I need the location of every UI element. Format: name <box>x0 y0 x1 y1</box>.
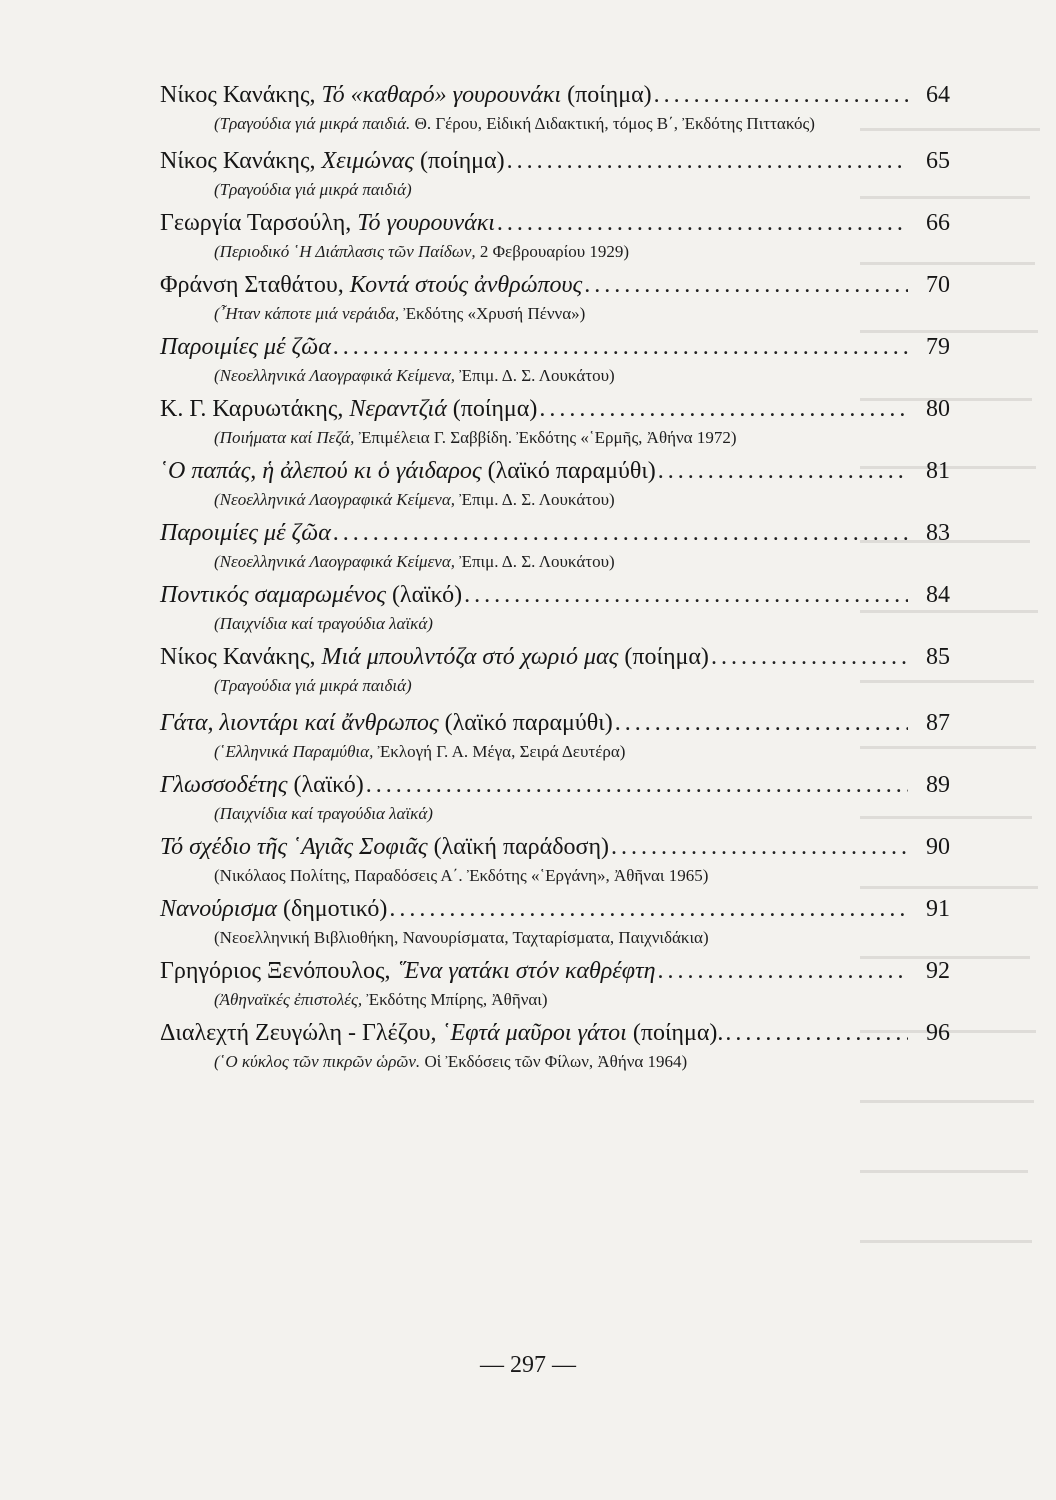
toc-source-rest: (Νικόλαος Πολίτης, Παραδόσεις Α΄. Ἐκδότης «῾Εργάνη», Ἀθῆναι 1965) <box>214 866 709 885</box>
toc-title <box>160 332 331 362</box>
dot-leader <box>507 146 908 176</box>
toc-heading-line <box>160 394 950 424</box>
toc-page-number: 84 <box>926 582 950 608</box>
toc-genre: (δημοτικό) <box>276 896 388 922</box>
toc-entry <box>160 80 950 136</box>
toc-heading-line <box>160 832 950 862</box>
toc-source <box>160 364 950 388</box>
toc-entry <box>160 770 950 826</box>
toc-title <box>160 894 387 924</box>
toc-page-number: 87 <box>926 710 950 736</box>
toc-heading-line <box>160 894 950 924</box>
toc-title <box>160 394 537 424</box>
toc-entry <box>160 394 950 450</box>
toc-source <box>160 1050 950 1074</box>
toc-author: Γεωργία Ταρσούλη, <box>160 210 358 236</box>
toc-source-italic: (῏Ηταν κάποτε μιά νεράιδα, <box>214 304 400 323</box>
toc-heading-line <box>160 956 950 986</box>
toc-entry <box>160 456 950 512</box>
toc-genre: (ποίημα) <box>618 644 709 670</box>
toc-source <box>160 926 950 950</box>
toc-work-title: Παροιμίες μέ ζῶα <box>160 334 331 360</box>
toc-source <box>160 988 950 1012</box>
toc-entry <box>160 332 950 388</box>
toc-entry <box>160 956 950 1012</box>
dot-leader <box>725 1018 908 1048</box>
toc-source <box>160 802 950 826</box>
toc-genre: (ποίημα). <box>626 1020 724 1046</box>
toc-source-rest: (Νεοελληνική Βιβλιοθήκη, Νανουρίσματα, Ταχταρίσματα, Παιχνιδάκια) <box>214 928 709 947</box>
toc-genre: (ποίημα) <box>446 396 538 422</box>
dot-leader <box>366 770 908 800</box>
dot-leader <box>389 894 908 924</box>
toc-source <box>160 302 950 326</box>
toc-work-title: Παροιμίες μέ ζῶα <box>160 520 331 546</box>
toc-page-number: 66 <box>926 210 950 236</box>
toc-genre: (λαϊκό παραμύθι) <box>481 458 656 484</box>
toc-entry <box>160 1018 950 1074</box>
toc-page-number: 83 <box>926 520 950 546</box>
dot-leader <box>584 270 908 300</box>
toc-work-title: Νεραντζιά <box>349 396 447 422</box>
toc-title <box>160 580 462 610</box>
dot-leader <box>333 518 908 548</box>
toc-source-rest: Ἐκδότης Μπίρης, Ἀθῆναι) <box>362 990 548 1009</box>
toc-title <box>160 208 495 238</box>
toc-source-italic: (Νεοελληνικά Λαογραφικά Κείμενα, <box>214 366 455 385</box>
toc-entry <box>160 146 950 202</box>
toc-genre: (λαϊκό παραμύθι) <box>438 710 613 736</box>
toc-page-number: 96 <box>926 1020 950 1046</box>
toc-source-rest: Ἐπιμέλεια Γ. Σαββίδη. Ἐκδότης «῾Ερμῆς, Ἀθήνα 1972) <box>354 428 737 447</box>
toc-page-number: 65 <box>926 148 950 174</box>
toc-heading-line <box>160 580 950 610</box>
toc-source-rest: Οἱ Ἐκδόσεις τῶν Φίλων, Ἀθήνα 1964) <box>420 1052 688 1071</box>
toc-source <box>160 178 950 202</box>
toc-heading-line <box>160 1018 950 1048</box>
toc-heading-line <box>160 208 950 238</box>
toc-source <box>160 612 950 636</box>
toc-heading-line <box>160 270 950 300</box>
toc-title <box>160 270 582 300</box>
dot-leader <box>497 208 908 238</box>
toc-work-title: Νανούρισμα <box>160 896 277 922</box>
toc-source <box>160 240 950 264</box>
toc-source-rest: Θ. Γέρου, Εἰδική Διδακτική, τόμος Β΄, Ἐκδότης Πιττακός) <box>410 114 815 133</box>
toc-source-italic: (Περιοδικό ῾Η Διάπλασις τῶν Παίδων, <box>214 242 476 261</box>
toc-source <box>160 426 950 450</box>
toc-page-number: 90 <box>926 834 950 860</box>
toc-source-italic: (Τραγούδια γιά μικρά παιδιά) <box>214 180 412 199</box>
toc-entry <box>160 708 950 764</box>
toc-entry <box>160 270 950 326</box>
toc-heading-line <box>160 642 950 672</box>
toc-work-title: Γάτα, λιοντάρι καί ἄνθρωπος <box>160 710 439 736</box>
toc-work-title: Τό σχέδιο τῆς ῾Αγιᾶς Σοφιᾶς <box>160 834 428 860</box>
toc-genre: (λαϊκό) <box>287 772 364 798</box>
toc-entry <box>160 894 950 950</box>
toc-page-number: 85 <box>926 644 950 670</box>
toc-work-title: Κοντά στούς ἀνθρώπους <box>349 272 583 298</box>
toc-work-title: Τό «καθαρό» γουρουνάκι <box>321 82 562 108</box>
toc-source-italic: (Παιχνίδια καί τραγούδια λαϊκά) <box>214 614 433 633</box>
toc-work-title: ῾Ο παπάς, ἡ ἀλεπού κι ὁ γάιδαρος <box>160 458 482 484</box>
toc-entry <box>160 832 950 888</box>
toc-source-italic: (Νεοελληνικά Λαογραφικά Κείμενα, <box>214 490 455 509</box>
toc-heading-line <box>160 80 950 110</box>
dot-leader <box>539 394 908 424</box>
toc-source-rest: Ἐκδότης «Χρυσή Πέννα») <box>399 304 586 323</box>
toc-heading-line <box>160 332 950 362</box>
toc-title <box>160 146 505 176</box>
toc-page-number: 79 <box>926 334 950 360</box>
toc-source-italic: (Ἀθηναϊκές ἐπιστολές, <box>214 990 363 1009</box>
toc-author: Νίκος Κανάκης, <box>160 148 322 174</box>
toc-source-rest: Ἐπιμ. Δ. Σ. Λουκάτου) <box>455 552 615 571</box>
toc-author: Γρηγόριος Ξενόπουλος, <box>160 958 397 984</box>
toc-source <box>160 674 950 698</box>
toc-genre: (λαϊκή παράδοση) <box>427 834 609 860</box>
toc-source-italic: (Ποιήματα καί Πεζά, <box>214 428 355 447</box>
toc-source-rest: Ἐπιμ. Δ. Σ. Λουκάτου) <box>455 490 615 509</box>
toc-title <box>160 708 613 738</box>
toc-heading-line <box>160 146 950 176</box>
toc-source-italic: (Τραγούδια γιά μικρά παιδιά. <box>214 114 411 133</box>
toc-title <box>160 456 656 486</box>
toc-source-italic: (῾Ο κύκλος τῶν πικρῶν ὡρῶν. <box>214 1052 421 1071</box>
toc-author: Νίκος Κανάκης, <box>160 82 322 108</box>
toc-heading-line <box>160 456 950 486</box>
toc-source <box>160 550 950 574</box>
toc-genre: (ποίημα) <box>414 148 505 174</box>
toc-title <box>160 832 609 862</box>
toc-page-number: 80 <box>926 396 950 422</box>
dot-leader <box>654 80 908 110</box>
page-number-folio: — 297 — <box>480 1352 576 1378</box>
toc-genre: (ποίημα) <box>561 82 652 108</box>
toc-author: Κ. Γ. Καρυωτάκης, <box>160 396 350 422</box>
toc-page-number: 92 <box>926 958 950 984</box>
toc-title <box>160 956 656 986</box>
toc-page-number: 81 <box>926 458 950 484</box>
toc-author: Διαλεχτή Ζευγώλη - Γλέζου, <box>160 1020 443 1046</box>
dot-leader <box>658 456 908 486</box>
toc-source <box>160 864 950 888</box>
toc-title <box>160 518 331 548</box>
toc-source <box>160 112 950 136</box>
toc-heading-line <box>160 518 950 548</box>
dot-leader <box>333 332 908 362</box>
toc-source-rest: Ἐκλογή Γ. Α. Μέγα, Σειρά Δευτέρα) <box>373 742 626 761</box>
toc-entry <box>160 208 950 264</box>
toc-author: Φράνση Σταθάτου, <box>160 272 350 298</box>
toc-source-rest: 2 Φεβρουαρίου 1929) <box>475 242 630 261</box>
toc-page-number: 64 <box>926 82 950 108</box>
toc-work-title: ῞Ενα γατάκι στόν καθρέφτη <box>396 958 656 984</box>
toc-title <box>160 642 709 672</box>
toc-title <box>160 80 652 110</box>
toc-work-title: Χειμώνας <box>321 148 415 174</box>
toc-work-title: Γλωσσοδέτης <box>160 772 288 798</box>
toc-source-italic: (Τραγούδια γιά μικρά παιδιά) <box>214 676 412 695</box>
toc-work-title: Μιά μπουλντόζα στό χωριό μας <box>321 644 619 670</box>
toc-entry <box>160 642 950 698</box>
toc-author: Νίκος Κανάκης, <box>160 644 322 670</box>
toc-heading-line <box>160 708 950 738</box>
toc-source <box>160 740 950 764</box>
toc-heading-line <box>160 770 950 800</box>
toc-genre: (λαϊκό) <box>385 582 463 608</box>
toc-work-title: Τό γουρουνάκι <box>357 210 495 236</box>
dot-leader <box>658 956 908 986</box>
toc-source-italic: (Παιχνίδια καί τραγούδια λαϊκά) <box>214 804 433 823</box>
toc-source-italic: (῾Ελληνικά Παραμύθια, <box>214 742 374 761</box>
toc-page-number: 70 <box>926 272 950 298</box>
toc-entry <box>160 518 950 574</box>
toc-page-number: 91 <box>926 896 950 922</box>
toc-page-number: 89 <box>926 772 950 798</box>
toc-work-title: ῾Εφτά μαῦροι γάτοι <box>442 1020 627 1046</box>
dot-leader <box>711 642 908 672</box>
toc-title <box>160 770 364 800</box>
toc-work-title: Ποντικός σαμαρωμένος <box>160 582 386 608</box>
toc-source-rest: Ἐπιμ. Δ. Σ. Λουκάτου) <box>455 366 615 385</box>
toc-title <box>160 1018 723 1048</box>
dot-leader <box>464 580 908 610</box>
toc-source <box>160 488 950 512</box>
toc-entry <box>160 580 950 636</box>
dot-leader <box>615 708 908 738</box>
dot-leader <box>611 832 908 862</box>
toc-source-italic: (Νεοελληνικά Λαογραφικά Κείμενα, <box>214 552 455 571</box>
table-of-contents <box>160 80 950 1080</box>
